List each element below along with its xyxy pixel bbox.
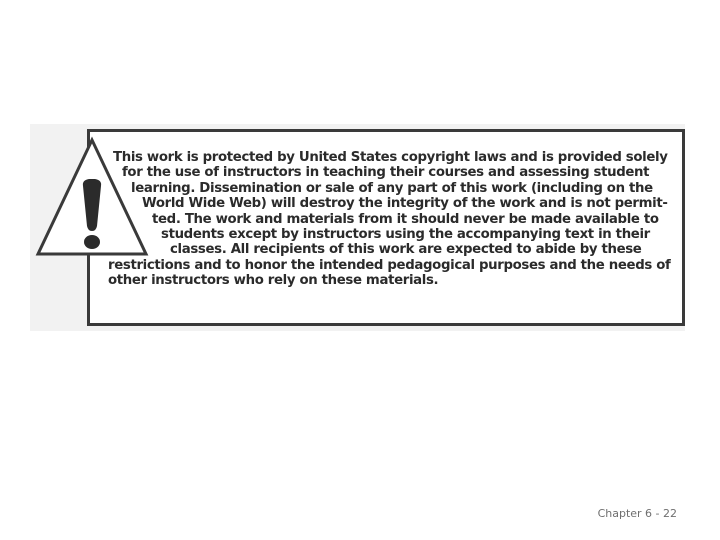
notice-line-4: World Wide Web) will destroy the integrity of the work and is not permit- xyxy=(142,196,668,212)
notice-line-8: restrictions and to honor the intended pedagogical purposes and the needs of xyxy=(108,257,671,273)
notice-line-5: ted. The work and materials from it should never be made available to xyxy=(152,211,659,227)
notice-line-7: classes. All recipients of this work are expected to abide by these xyxy=(170,242,642,258)
notice-line-3: learning. Dissemination or sale of any part of this work (including on the xyxy=(131,180,653,196)
copyright-notice-text xyxy=(98,150,671,289)
notice-line-6: students except by instructors using the accompanying text in their xyxy=(161,227,650,243)
chapter-page-label: Chapter 6 - 22 xyxy=(597,507,677,520)
notice-line-2: for the use of instructors in teaching their courses and assessing student xyxy=(122,165,650,181)
notice-line-9: other instructors who rely on these materials. xyxy=(108,273,439,289)
notice-line-1: This work is protected by United States copyright laws and is provided solely xyxy=(113,150,668,165)
